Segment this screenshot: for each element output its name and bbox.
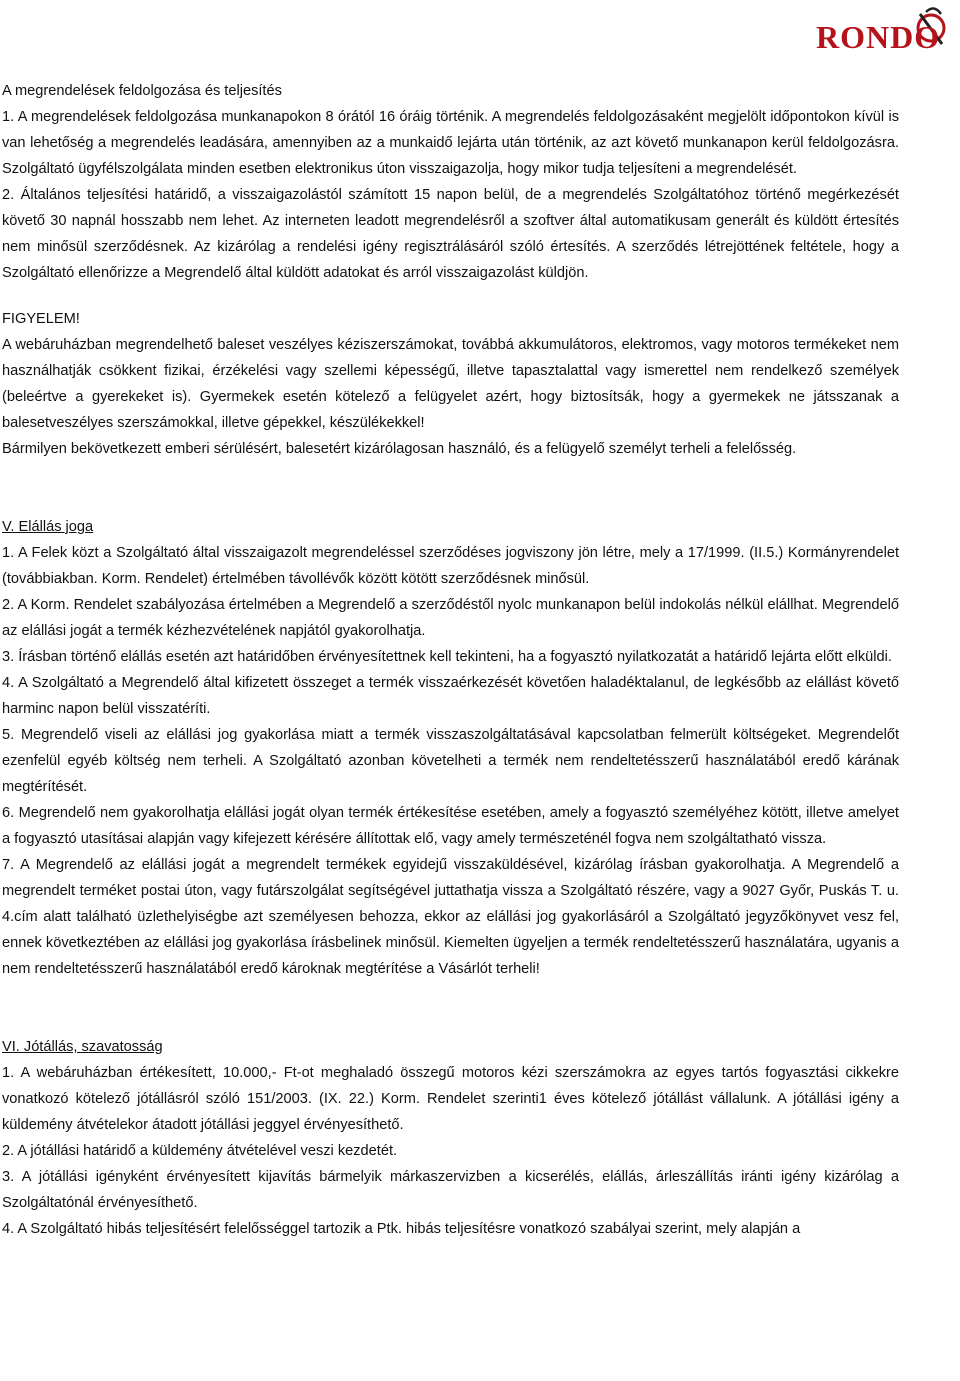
section-5-item: 7. A Megrendelő az elállási jogát a megrendelt termékek egyidejű visszaküldésével, kizárólag írásban gyakorolhatja. A Megrendelő a megrendelt terméket postai úton, vagy futárszolgálat segítségével juttathatja vissza a Szolgáltató részére, vagy a 9027 Győr, Puskás T. u. 4.cím alatt található üzlethelyiségbe azt személyesen behozza, ekkor az elállási jog gyakorlásáról a Szolgáltató jegyzőkönyvet vesz fel, ennek következtében az elállási jog gyakorlása írásbelinek minősül. Kiemelten ügyeljen a termék rendeltetésszerű használatára, ugyanis a nem rendeltetésszerű használatából eredő károknak megtérítése a Vásárlót terheli! <box>2 857 899 977</box>
section-6-item: 2. A jótállási határidő a küldemény átvételével veszi kezdetét. <box>2 1143 398 1159</box>
rondo-logo <box>814 4 954 60</box>
warning-paragraph-2: Bármilyen bekövetkezett emberi sérülésért, balesetért kizárólagosan használó, és a felügyelő személyt terheli a felelősség. <box>2 441 797 457</box>
spacer <box>2 462 899 514</box>
section-5-item: 4. A Szolgáltató a Megrendelő által kifizetett összeget a termék visszaérkezését követően haladéktalanul, de legkésőbb az elállást követő harminc napon belül visszatéríti. <box>2 675 899 717</box>
section-5-item: 2. A Korm. Rendelet szabályozása értelmében a Megrendelő a szerződéstől nyolc munkanapon belül indokolás nélkül elállhat. Megrendelő az elállási jogát a termék kézhezvételének napjától gyakorolhatja. <box>2 597 899 639</box>
section-5-item: 1. A Felek közt a Szolgáltató által visszaigazolt megrendeléssel szerződéses jogviszony jön létre, mely a 17/1999. (II.5.) Kormányrendelet (továbbiakban. Korm. Rendelet) értelmében távollévők között kötött szerződésnek minősül. <box>2 545 899 587</box>
section-6-item: 1. A webáruházban értékesített, 10.000,- Ft-ot meghaladó összegű motoros kézi szerszámokra az egyes tartós fogyasztási cikkekre vonatkozó kötelező jótállásról szóló 151/2003. (IX. 22.) Korm. Rendelet szerinti1 éves kötelező jótállást vállalunk. A jótállási igény a küldemény átvételekor átadott jótállási jeggyel érvényesíthető. <box>2 1065 899 1133</box>
section-5-item: 5. Megrendelő viseli az elállási jog gyakorlása miatt a termék visszaszolgáltatásával kapcsolatban felmerült költségeket. Megrendelőt ezenfelül egyéb költség nem terheli. A Szolgáltató azonban követelheti a termék nem rendeltetésszerű használatából eredő kárának megtérítését. <box>2 727 899 795</box>
spacer <box>2 286 899 306</box>
spacer <box>2 982 899 1034</box>
warning-title: FIGYELEM! <box>2 311 80 327</box>
section-6-item: 4. A Szolgáltató hibás teljesítésért felelősséggel tartozik a Ptk. hibás teljesítésre vonatkozó szabályai szerint, mely alapján a <box>2 1221 801 1237</box>
section-5-title: V. Elállás joga <box>2 519 94 535</box>
document-title: A megrendelések feldolgozása és teljesítés <box>2 83 282 99</box>
warning-paragraph-1: A webáruházban megrendelhető baleset veszélyes kéziszerszámokat, továbbá akkumulátoros, elektromos, vagy motoros termékeket nem használhatják csökkent fizikai, érzékelési vagy szellemi képességű, illetve tapasztalattal vagy ismerettel nem rendelkező személyek (beleértve a gyerekeket is). Gyermekek esetén kötelező a felügyelet azért, hogy biztosítsák, hogy a gyermekek ne játsszanak a balesetveszélyes szerszámokkal, illetve gépekkel, készülékekkel! <box>2 337 899 431</box>
section-6-item: 3. A jótállási igényként érvényesített kijavítás bármelyik márkaszervizben a kicserélés, elállás, árleszállítás iránti igény kizárólag a Szolgáltatónál érvényesíthető. <box>2 1169 899 1211</box>
svg-text:RONDO: RONDO <box>816 19 941 55</box>
section-6-title: VI. Jótállás, szavatosság <box>2 1039 163 1055</box>
rondo-logo-graphic <box>814 4 954 60</box>
paragraph-1: 1. A megrendelések feldolgozása munkanapokon 8 órától 16 óráig történik. A megrendelés feldolgozásaként megjelölt időpontokon kívül is van lehetőség a megrendelés leadására, amennyiben az a munkaidő lejárta után történik, az azt követő munkanapon kerül feldolgozásra. Szolgáltató ügyfélszolgálata minden esetben elektronikus úton visszaigazolja, hogy mikor tudja teljesíteni a megrendelését. <box>2 109 899 177</box>
document-body <box>2 78 899 1242</box>
section-5-item: 6. Megrendelő nem gyakorolhatja elállási jogát olyan termék értékesítése esetében, amely a fogyasztó személyéhez kötött, illetve amelyet a fogyasztó utasításai alapján vagy kifejezett kérésére állítottak elő, vagy amely természeténél fogva nem szolgáltatható vissza. <box>2 805 899 847</box>
section-5-item: 3. Írásban történő elállás esetén azt határidőben érvényesítettnek kell tekinteni, ha a fogyasztó nyilatkozatát a határidő lejárta előtt elküldi. <box>2 649 892 665</box>
paragraph-2: 2. Általános teljesítési határidő, a visszaigazolástól számított 15 napon belül, de a megrendelés Szolgáltatóhoz történő megérkezését követő 30 napnál hosszabb nem lehet. Az interneten leadott megrendelésről a szoftver által automatikusam generált és küldött értesítés nem minősül szerződésnek. Az kizárólag a rendelési igény regisztrálásáról szóló értesítés. A szerződés létrejöttének feltétele, hogy a Szolgáltató ellenőrizze a Megrendelő által küldött adatokat és arról visszaigazolást küldjön. <box>2 187 899 281</box>
